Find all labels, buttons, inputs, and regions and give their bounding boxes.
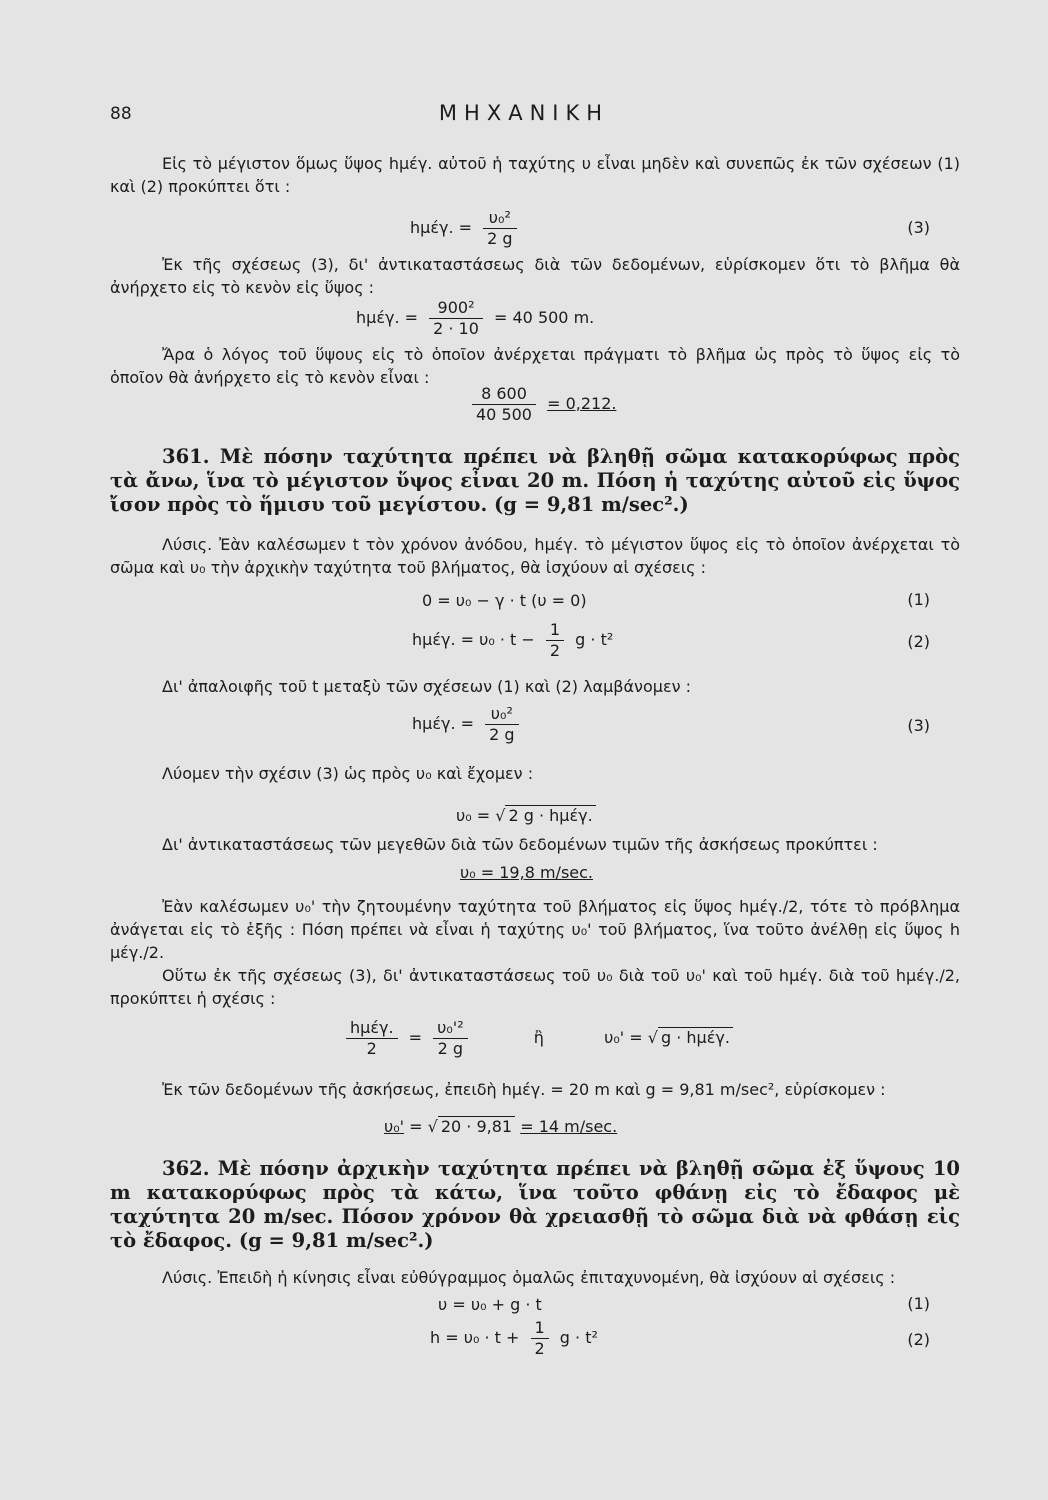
- radicand: g · hμέγ.: [658, 1027, 733, 1047]
- equation-tag: (1): [907, 1294, 930, 1313]
- problem-361-final-equation: [384, 1116, 617, 1138]
- running-title: ΜΗΧΑΝΙΚΗ: [438, 101, 610, 125]
- eq-right-fraction: [433, 1018, 467, 1059]
- radicand: 2 g · hμέγ.: [505, 805, 595, 825]
- eq-fraction: [531, 1318, 549, 1359]
- eq-or: ἢ: [533, 1028, 544, 1047]
- eq-numerator: υ₀²: [483, 208, 516, 229]
- eq-lhs: υ₀ = √: [456, 806, 506, 825]
- problem-361-statement: 361. Μὲ πόσην ταχύτητα πρέπει νὰ βληθῇ σῶμα κατακορύφως πρὸς τὰ ἄνω, ἵνα τὸ μέγιστον ὕψος εἶναι 20 m. Πόση ἡ ταχύτης αὐτοῦ εἰς ὕψος ἴσον πρὸς τὸ ἥμισυ τοῦ μεγίστου. (g = 9,81 m/sec².): [110, 445, 960, 516]
- intro-ratio-equation: [466, 384, 616, 425]
- eq-denominator: 2 g: [487, 229, 513, 248]
- problem-361-eq1: 0 = υ₀ − γ · t (υ = 0): [422, 591, 587, 610]
- eq-lhs: hμέγ. =: [412, 714, 475, 733]
- eq-rhs: g · t²: [575, 630, 614, 649]
- eq-rhs: = 0,212.: [547, 394, 617, 413]
- intro-height-equation: [356, 298, 594, 339]
- problem-361-solution-p5: Ἐὰν καλέσωμεν υ₀' τὴν ζητουμένην ταχύτητα τοῦ βλήματος εἰς ὕψος hμέγ./2, τότε τὸ πρόβλημα ἀνάγεται εἰς τὸ ἑξῆς : Πόση πρέπει νὰ εἶναι ἡ ταχύτης υ₀' τοῦ βλήματος, ἵνα τοῦτο ἀνέλθῃ εἰς ὕψος h μέγ./2.: [110, 897, 960, 962]
- eq-lhs: hμέγ. = υ₀ · t −: [412, 630, 535, 649]
- eq-numerator: 1: [546, 620, 564, 641]
- problem-361-solution-p2: Δι' ἀπαλοιφῆς τοῦ t μεταξὺ τῶν σχέσεων (1) καὶ (2) λαμβάνομεν :: [162, 677, 692, 696]
- eq-numerator: υ₀'²: [433, 1018, 467, 1039]
- eq-numerator: 1: [531, 1318, 549, 1339]
- intro-paragraph-3: Ἄρα ὁ λόγος τοῦ ὕψους εἰς τὸ ὁποῖον ἀνέρχεται πράγματι τὸ βλῆμα ὡς πρὸς τὸ ὕψος εἰς τὸ ὁποῖον θὰ ἀνήρχετο εἰς τὸ κενὸν εἶναι :: [110, 345, 960, 387]
- eq-numerator: υ₀²: [485, 704, 518, 725]
- eq-v0-prime-lhs: υ₀' = √: [604, 1028, 658, 1047]
- problem-361-v0-value: υ₀ = 19,8 m/sec.: [460, 863, 593, 882]
- eq-fraction: [485, 704, 518, 745]
- eq-lhs: h = υ₀ · t +: [430, 1328, 520, 1347]
- eq-denominator: 2 · 10: [433, 319, 479, 338]
- problem-361-solution-p6: Οὕτω ἐκ τῆς σχέσεως (3), δι' ἀντικαταστάσεως τοῦ υ₀ διὰ τοῦ υ₀' καὶ τοῦ hμέγ. διὰ τοῦ hμέγ./2, προκύπτει ἡ σχέσις :: [110, 966, 960, 1008]
- problem-362-solution-p1: Λύσις. Ἐπειδὴ ἡ κίνησις εἶναι εὐθύγραμμος ὁμαλῶς ἐπιταχυνομένη, θὰ ἰσχύουν αἱ σχέσεις :: [162, 1268, 896, 1287]
- radicand: 20 · 9,81: [438, 1116, 515, 1136]
- intro-paragraph-1: Εἰς τὸ μέγιστον ὅμως ὕψος hμέγ. αὐτοῦ ἡ ταχύτης υ εἶναι μηδὲν καὶ συνεπῶς ἐκ τῶν σχέσεων (1) καὶ (2) προκύπτει ὅτι :: [110, 154, 960, 196]
- problem-361-solution-p1: Λύσις. Ἐὰν καλέσωμεν t τὸν χρόνον ἀνόδου, hμέγ. τὸ μέγιστον ὕψος εἰς τὸ ὁποῖον ἀνέρχεται τὸ σῶμα καὶ υ₀ τὴν ἀρχικὴν ταχύτητα τοῦ βλήματος, θὰ ἰσχύουν αἱ σχέσεις :: [110, 535, 960, 577]
- problem-362-eq1: υ = υ₀ + g · t: [438, 1295, 542, 1314]
- equation-tag: (2): [907, 1330, 930, 1349]
- eq-fraction: [546, 620, 564, 661]
- eq-lhs: hμέγ. =: [356, 308, 419, 327]
- problem-361-solution-p4: Δι' ἀντικαταστάσεως τῶν μεγεθῶν διὰ τῶν δεδομένων τιμῶν τῆς ἀσκήσεως προκύπτει :: [162, 835, 878, 854]
- intro-paragraph-2: Ἐκ τῆς σχέσεως (3), δι' ἀντικαταστάσεως διὰ τῶν δεδομένων, εὑρίσκομεν ὅτι τὸ βλῆμα θὰ ἀνήρχετο εἰς τὸ κενὸν εἰς ὕψος :: [110, 255, 960, 297]
- eq-fraction: [429, 298, 483, 339]
- eq-denominator: 40 500: [476, 405, 532, 424]
- problem-361-solution-p3: Λύομεν τὴν σχέσιν (3) ὡς πρὸς υ₀ καὶ ἔχομεν :: [162, 764, 534, 783]
- equation-tag: (2): [907, 632, 930, 651]
- eq-left-fraction: [346, 1018, 398, 1059]
- eq-numerator: 8 600: [472, 384, 536, 405]
- eq-numerator: 900²: [429, 298, 483, 319]
- eq-mid: = √: [409, 1117, 438, 1136]
- eq-rhs: = 40 500 m.: [494, 308, 595, 327]
- eq-fraction: [472, 384, 536, 425]
- eq-rhs: g · t²: [559, 1328, 598, 1347]
- eq-lhs: hμέγ. =: [410, 218, 473, 237]
- equation-tag: (3): [907, 716, 930, 735]
- equation-tag: (1): [907, 590, 930, 609]
- eq-denominator: 2: [534, 1339, 545, 1358]
- problem-361-eq3: [412, 704, 525, 745]
- problem-362-statement: 362. Μὲ πόσην ἀρχικὴν ταχύτητα πρέπει νὰ βληθῇ σῶμα ἐξ ὕψους 10 m κατακορύφως πρὸς τὰ κάτω, ἵνα τοῦτο φθάνῃ εἰς τὸ ἔδαφος μὲ ταχύτητα 20 m/sec. Πόσον χρόνον θὰ χρειασθῇ τὸ σῶμα διὰ νὰ φθάσῃ εἰς τὸ ἔδαφος. (g = 9,81 m/sec².): [110, 1157, 960, 1252]
- eq-numerator: hμέγ.: [346, 1018, 398, 1039]
- problem-361-eq2: [412, 620, 613, 661]
- eq-denominator: 2 g: [489, 725, 515, 744]
- eq-rhs: = 14 m/sec.: [520, 1117, 618, 1136]
- eq-denominator: 2: [366, 1039, 377, 1058]
- eq-fraction: [483, 208, 516, 249]
- problem-362-eq2: [430, 1318, 598, 1359]
- eq-lhs: υ₀': [384, 1117, 405, 1136]
- eq-equals: =: [408, 1028, 423, 1047]
- problem-361-v0-equation: [456, 805, 596, 827]
- equation-tag: (3): [907, 218, 930, 237]
- problem-361-solution-p7: Ἐκ τῶν δεδομένων τῆς ἀσκήσεως, ἐπειδὴ hμέγ. = 20 m καὶ g = 9,81 m/sec², εὑρίσκομεν :: [162, 1080, 886, 1099]
- intro-equation-3: [410, 208, 523, 249]
- eq-denominator: 2 g: [437, 1039, 464, 1058]
- eq-denominator: 2: [549, 641, 561, 660]
- problem-361-half-height-equation: [340, 1018, 733, 1059]
- page-number: 88: [110, 104, 132, 124]
